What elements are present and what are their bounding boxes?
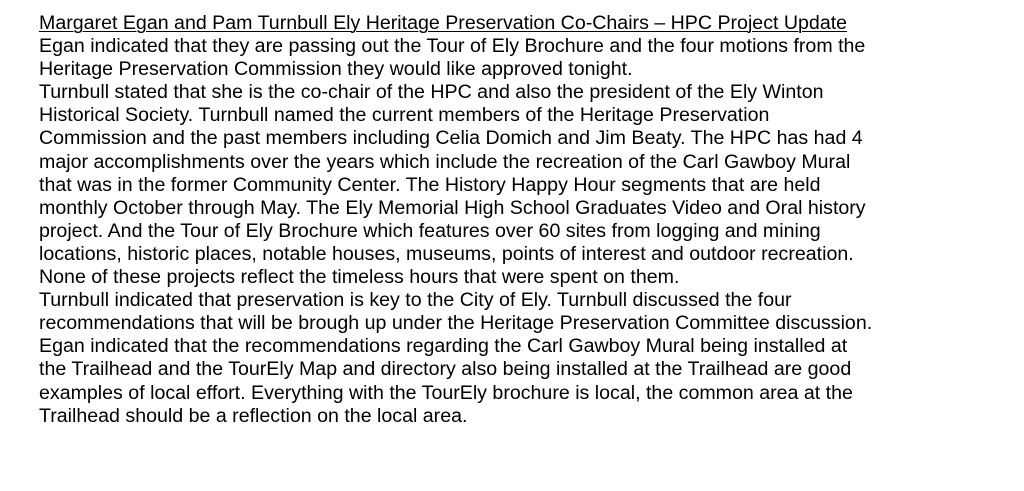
text-line: Commission and the past members including Celia Domich and Jim Beaty. The HPC has had 4 [39,127,863,150]
text-line: monthly October through May. The Ely Memorial High School Graduates Video and Oral history [39,196,866,219]
text-line: major accomplishments over the years which include the recreation of the Carl Gawboy Mural [39,150,851,173]
text-line: Historical Society. Turnbull named the current members of the Heritage Preservation [39,104,770,127]
text-line: Turnbull indicated that preservation is key to the City of Ely. Turnbull discussed the four [39,289,792,312]
text-line: recommendations that will be brough up under the Heritage Preservation Committee discussion. [39,312,873,335]
paragraph-egan-brochure [39,35,1024,81]
text-line: examples of local effort. Everything with the TourEly brochure is local, the common area at the [39,381,853,404]
text-line: Egan indicated that they are passing out the Tour of Ely Brochure and the four motions from the [39,35,866,58]
paragraph-turnbull-accomplishments [39,81,1024,289]
text-line: that was in the former Community Center. The History Happy Hour segments that are held [39,173,821,196]
text-line: Turnbull stated that she is the co-chair of the HPC and also the president of the Ely Winton [39,81,824,104]
text-line: Egan indicated that the recommendations regarding the Carl Gawboy Mural being installed at [39,335,848,358]
text-line: locations, historic places, notable houses, museums, points of interest and outdoor recreation. [39,242,854,265]
text-line: the Trailhead and the TourEly Map and directory also being installed at the Trailhead are good [39,358,852,381]
text-line: None of these projects reflect the timeless hours that were spent on them. [39,266,680,289]
text-line: Trailhead should be a reflection on the local area. [39,404,468,427]
section-heading: Margaret Egan and Pam Turnbull Ely Heritage Preservation Co-Chairs – HPC Project Update [39,12,848,34]
text-line: Heritage Preservation Commission they would like approved tonight. [39,58,633,81]
paragraph-recommendations [39,289,1024,428]
text-line: project. And the Tour of Ely Brochure which features over 60 sites from logging and mining [39,219,821,242]
